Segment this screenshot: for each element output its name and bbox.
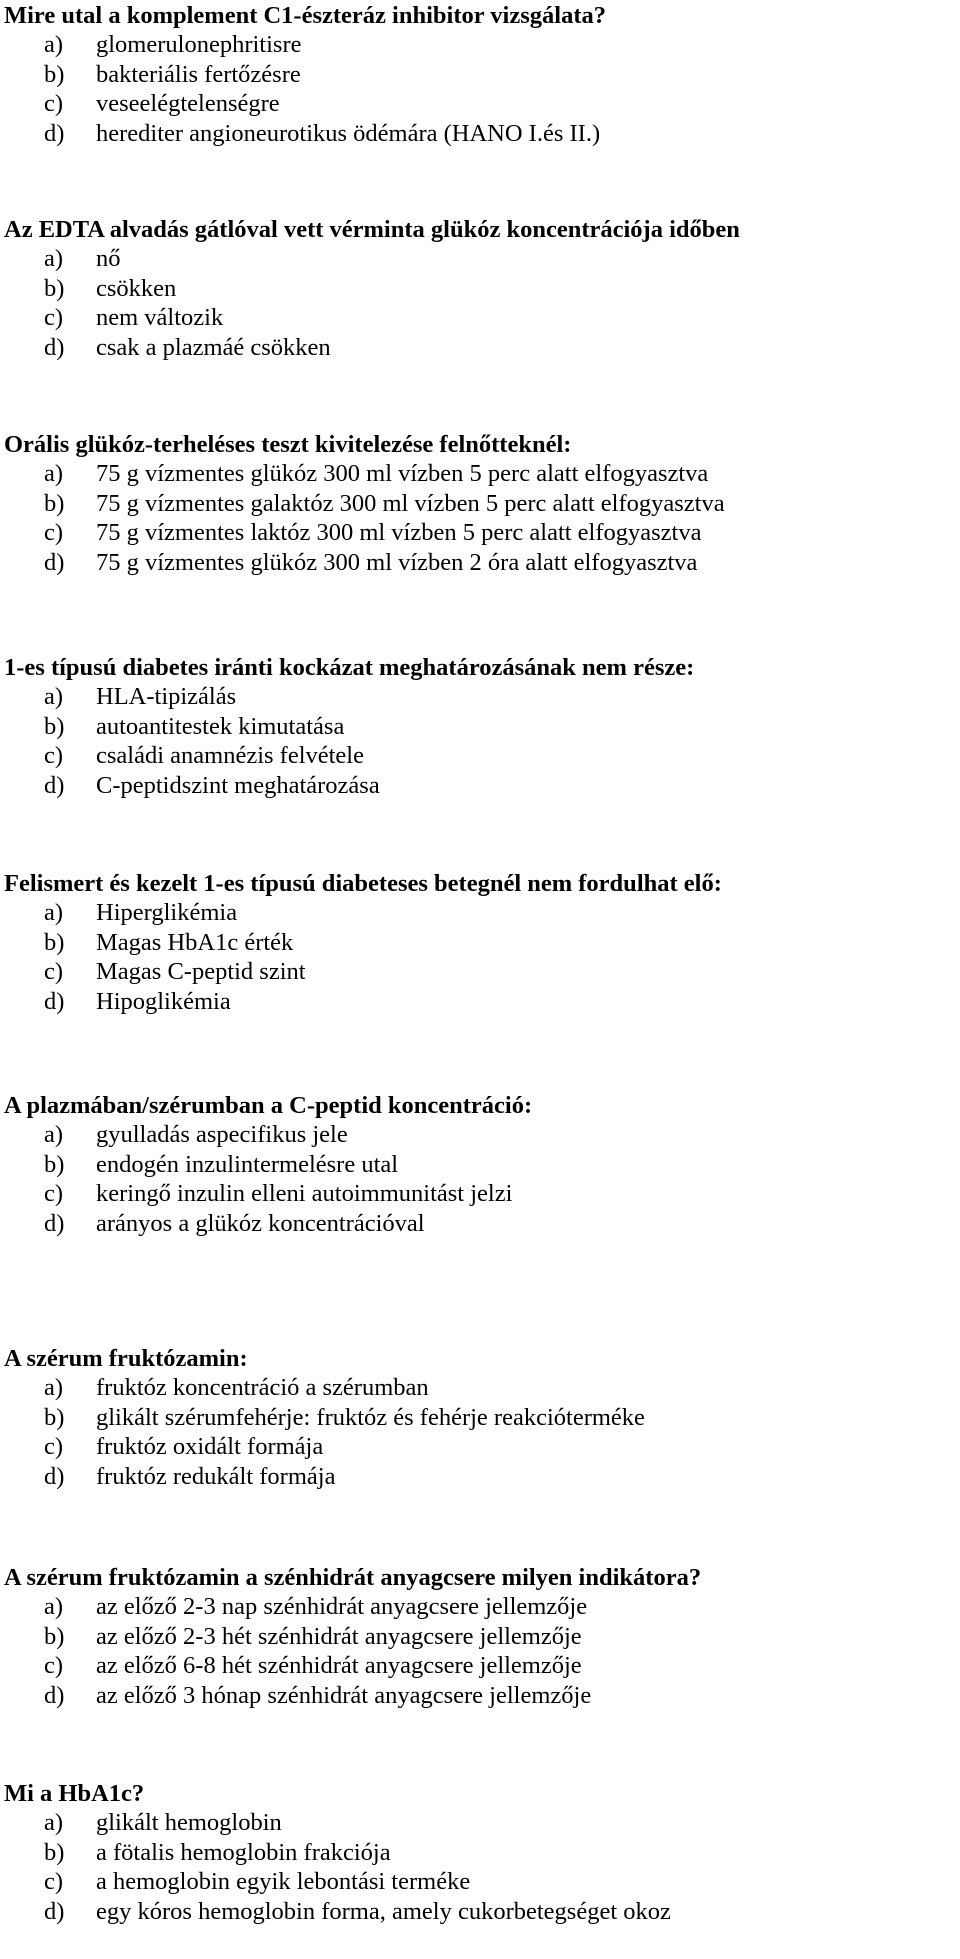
answer-option	[4, 682, 954, 711]
option-text: glikált hemoglobin	[96, 1809, 282, 1837]
option-text: fruktóz koncentráció a szérumban	[96, 1374, 429, 1402]
option-text: a fötalis hemoglobin frakciója	[96, 1838, 391, 1866]
option-letter: b)	[44, 60, 65, 88]
option-text: gyulladás aspecifikus jele	[96, 1121, 348, 1149]
option-letter: d)	[44, 771, 65, 799]
answer-option	[4, 548, 954, 577]
option-letter: c)	[44, 1868, 64, 1896]
question-title: Mire utal a komplement C1-észteráz inhibitor vizsgálata?	[4, 2, 606, 29]
option-text: HLA-tipizálás	[96, 683, 237, 711]
option-letter: b)	[44, 1622, 65, 1650]
option-letter: a)	[44, 1374, 64, 1402]
answer-option	[4, 741, 954, 770]
answer-option	[4, 1403, 954, 1432]
option-letter: d)	[44, 1209, 65, 1237]
answer-option	[4, 1209, 954, 1238]
question-title: Orális glükóz-terheléses teszt kivitelezése felnőtteknél:	[4, 431, 572, 458]
option-text: egy kóros hemoglobin forma, amely cukorbetegséget okoz	[96, 1897, 671, 1925]
question-2	[4, 215, 954, 362]
option-letter: a)	[44, 1809, 64, 1837]
option-letter: c)	[44, 519, 64, 547]
answer-option	[4, 1651, 954, 1680]
option-letter: d)	[44, 1897, 65, 1925]
option-letter: d)	[44, 987, 65, 1015]
question-title: Az EDTA alvadás gátlóval vett vérminta glükóz koncentrációja időben	[4, 216, 740, 243]
answer-option	[4, 771, 954, 800]
option-letter: b)	[44, 1150, 65, 1178]
option-text: Hiperglikémia	[96, 899, 238, 927]
answer-option	[4, 957, 954, 986]
option-text: Hipoglikémia	[96, 987, 231, 1015]
answer-option	[4, 1897, 954, 1926]
answer-option	[4, 712, 954, 741]
answer-option	[4, 1179, 954, 1208]
option-letter: d)	[44, 1462, 65, 1490]
answer-option	[4, 89, 954, 118]
option-letter: b)	[44, 1838, 65, 1866]
question-title: A szérum fruktózamin:	[4, 1345, 248, 1372]
option-text: az előző 2-3 hét szénhidrát anyagcsere jellemzője	[96, 1622, 582, 1650]
option-letter: d)	[44, 119, 65, 147]
option-text: 75 g vízmentes glükóz 300 ml vízben 2 óra alatt elfogyasztva	[96, 548, 698, 576]
option-letter: b)	[44, 1403, 65, 1431]
question-7	[4, 1344, 954, 1491]
option-letter: b)	[44, 712, 65, 740]
option-text: a hemoglobin egyik lebontási terméke	[96, 1868, 471, 1896]
option-letter: d)	[44, 333, 65, 361]
option-text: az előző 2-3 nap szénhidrát anyagcsere jellemzője	[96, 1593, 588, 1621]
question-title: Mi a HbA1c?	[4, 1780, 145, 1807]
option-letter: a)	[44, 245, 64, 273]
question-5	[4, 869, 954, 1016]
answer-option	[4, 1808, 954, 1837]
option-letter: a)	[44, 31, 64, 59]
answer-option	[4, 1120, 954, 1149]
option-text: csak a plazmáé csökken	[96, 333, 331, 361]
answer-option	[4, 987, 954, 1016]
option-text: herediter angioneurotikus ödémára (HANO I.és II.)	[96, 119, 601, 147]
question-6	[4, 1091, 954, 1238]
answer-option	[4, 119, 954, 148]
question-9	[4, 1779, 954, 1926]
answer-option	[4, 928, 954, 957]
answer-option	[4, 1622, 954, 1651]
option-text: veseelégtelenségre	[96, 90, 280, 118]
answer-option	[4, 30, 954, 59]
question-title: Felismert és kezelt 1-es típusú diabeteses betegnél nem fordulhat elő:	[4, 870, 722, 897]
option-text: Magas C-peptid szint	[96, 958, 306, 986]
option-text: az előző 6-8 hét szénhidrát anyagcsere jellemzője	[96, 1652, 582, 1680]
question-title: 1-es típusú diabetes iránti kockázat meghatározásának nem része:	[4, 654, 695, 681]
option-letter: b)	[44, 274, 65, 302]
option-text: arányos a glükóz koncentrációval	[96, 1209, 425, 1237]
option-text: nem változik	[96, 304, 224, 332]
answer-option	[4, 1373, 954, 1402]
answer-option	[4, 60, 954, 89]
option-text: nő	[96, 245, 121, 273]
answer-option	[4, 459, 954, 488]
option-text: glomerulonephritisre	[96, 31, 302, 59]
option-text: glikált szérumfehérje: fruktóz és fehérje reakcióterméke	[96, 1403, 645, 1431]
answer-option	[4, 1150, 954, 1179]
answer-option	[4, 518, 954, 547]
option-letter: d)	[44, 548, 65, 576]
answer-option	[4, 898, 954, 927]
option-letter: c)	[44, 1433, 64, 1461]
answer-option	[4, 1681, 954, 1710]
option-letter: c)	[44, 1652, 64, 1680]
option-letter: c)	[44, 1180, 64, 1208]
answer-option	[4, 1838, 954, 1867]
option-letter: d)	[44, 1681, 65, 1709]
option-text: fruktóz oxidált formája	[96, 1433, 324, 1461]
answer-option	[4, 1867, 954, 1896]
option-letter: a)	[44, 460, 64, 488]
answer-option	[4, 1462, 954, 1491]
option-text: 75 g vízmentes laktóz 300 ml vízben 5 perc alatt elfogyasztva	[96, 519, 702, 547]
option-text: 75 g vízmentes glükóz 300 ml vízben 5 perc alatt elfogyasztva	[96, 460, 709, 488]
option-text: keringő inzulin elleni autoimmunitást jelzi	[96, 1180, 513, 1208]
option-text: endogén inzulintermelésre utal	[96, 1150, 399, 1178]
answer-option	[4, 303, 954, 332]
answer-option	[4, 489, 954, 518]
option-letter: c)	[44, 90, 64, 118]
option-text: autoantitestek kimutatása	[96, 712, 345, 740]
option-text: Magas HbA1c érték	[96, 928, 294, 956]
option-letter: c)	[44, 958, 64, 986]
option-letter: a)	[44, 683, 64, 711]
option-letter: b)	[44, 928, 65, 956]
answer-option	[4, 1592, 954, 1621]
question-8	[4, 1563, 954, 1710]
question-1	[4, 1, 954, 148]
option-letter: b)	[44, 489, 65, 517]
option-letter: a)	[44, 1121, 64, 1149]
option-text: C-peptidszint meghatározása	[96, 771, 380, 799]
option-letter: c)	[44, 304, 64, 332]
option-letter: a)	[44, 899, 64, 927]
option-text: 75 g vízmentes galaktóz 300 ml vízben 5 perc alatt elfogyasztva	[96, 489, 725, 517]
answer-option	[4, 244, 954, 273]
answer-option	[4, 274, 954, 303]
question-title: A plazmában/szérumban a C-peptid koncentráció:	[4, 1092, 533, 1119]
question-4	[4, 653, 954, 800]
option-text: csökken	[96, 274, 177, 302]
option-text: bakteriális fertőzésre	[96, 60, 301, 88]
answer-option	[4, 1432, 954, 1461]
question-title: A szérum fruktózamin a szénhidrát anyagcsere milyen indikátora?	[4, 1564, 702, 1591]
answer-option	[4, 333, 954, 362]
option-letter: c)	[44, 742, 64, 770]
option-text: fruktóz redukált formája	[96, 1462, 336, 1490]
option-letter: a)	[44, 1593, 64, 1621]
option-text: családi anamnézis felvétele	[96, 742, 364, 770]
question-3	[4, 430, 954, 577]
option-text: az előző 3 hónap szénhidrát anyagcsere jellemzője	[96, 1681, 592, 1709]
